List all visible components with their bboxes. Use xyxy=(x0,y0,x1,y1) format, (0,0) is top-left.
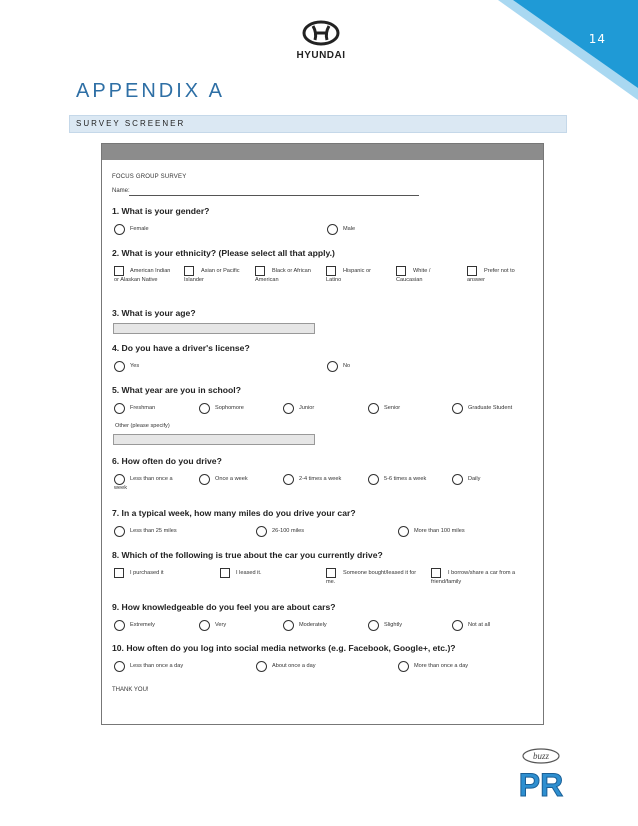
question-9: 9. How knowledgeable do you feel you are about cars? xyxy=(112,602,336,612)
section-header xyxy=(69,115,567,133)
radio-sophomore[interactable] xyxy=(199,403,210,414)
option-label: Male xyxy=(343,226,356,232)
radio-social-1[interactable] xyxy=(114,661,125,672)
radio-social-2[interactable] xyxy=(256,661,267,672)
other-input[interactable] xyxy=(113,434,315,445)
radio-no[interactable] xyxy=(327,361,338,372)
appendix-title: APPENDIX A xyxy=(76,80,225,102)
buzz-text: buzz xyxy=(532,751,550,761)
option-label: I leased it. xyxy=(236,570,262,576)
option-label: 2-4 times a week xyxy=(299,476,342,482)
question-2: 2. What is your ethnicity? (Please select all that apply.) xyxy=(112,248,335,258)
option-label: More than 100 miles xyxy=(414,528,465,534)
option-label: Less than 25 miles xyxy=(130,528,177,534)
radio-yes[interactable] xyxy=(114,361,125,372)
option-label: I borrow/share a car from a friend/family xyxy=(431,570,516,585)
other-label: Other (please specify) xyxy=(115,423,170,429)
option-label: Very xyxy=(215,622,227,628)
option-label: Once a week xyxy=(215,476,248,482)
survey-title: FOCUS GROUP SURVEY xyxy=(112,174,187,180)
option-label: I purchased it xyxy=(130,570,164,576)
option-label: Sophomore xyxy=(215,405,244,411)
option-label: American Indian or Alaskan Native xyxy=(114,268,171,283)
option-label: Less than once a week xyxy=(114,476,173,491)
radio-female[interactable] xyxy=(114,224,125,235)
option-label: Extremely xyxy=(130,622,155,628)
radio-freshman[interactable] xyxy=(114,403,125,414)
radio-drive-3[interactable] xyxy=(283,474,294,485)
option-label: Someone bought/leased it for me. xyxy=(326,570,417,585)
option-label: Junior xyxy=(299,405,315,411)
question-1: 1. What is your gender? xyxy=(112,206,210,216)
option-label: Slightly xyxy=(384,622,403,628)
option-label: Graduate Student xyxy=(468,405,513,411)
option-label: Daily xyxy=(468,476,481,482)
question-6: 6. How often do you drive? xyxy=(112,456,222,466)
radio-know-2[interactable] xyxy=(199,620,210,631)
survey-form xyxy=(101,143,544,725)
page-number: 14 xyxy=(588,32,606,46)
question-5: 5. What year are you in school? xyxy=(112,385,241,395)
question-7: 7. In a typical week, how many miles do you drive your car? xyxy=(112,508,356,518)
radio-graduate[interactable] xyxy=(452,403,463,414)
option-label: Moderately xyxy=(299,622,327,628)
pr-text: PR xyxy=(518,767,564,802)
corner-decoration xyxy=(498,0,638,100)
radio-know-1[interactable] xyxy=(114,620,125,631)
checkbox-car-2[interactable] xyxy=(220,568,230,578)
option-label: Asian or Pacific Islander xyxy=(184,268,240,283)
option-label: Prefer not to answer xyxy=(467,268,515,283)
option-label: White / Caucasian xyxy=(396,268,431,283)
option-label: Hispanic or Latino xyxy=(326,268,371,283)
brand-wordmark: HYUNDAI xyxy=(296,50,346,61)
option-label: Freshman xyxy=(130,405,156,411)
age-input[interactable] xyxy=(113,323,315,334)
radio-drive-4[interactable] xyxy=(368,474,379,485)
option-label: No xyxy=(343,363,351,369)
question-4: 4. Do you have a driver's license? xyxy=(112,343,250,353)
option-label: Female xyxy=(130,226,149,232)
radio-junior[interactable] xyxy=(283,403,294,414)
option-label: Not at all xyxy=(468,622,491,628)
hyundai-logo xyxy=(284,18,358,62)
radio-male[interactable] xyxy=(327,224,338,235)
option-label: Black or African American xyxy=(255,268,311,283)
radio-know-3[interactable] xyxy=(283,620,294,631)
question-10: 10. How often do you log into social media networks (e.g. Facebook, Google+, etc.)? xyxy=(112,643,456,653)
buzz-pr-logo xyxy=(518,748,564,802)
option-label: 26-100 miles xyxy=(272,528,305,534)
option-label: 5-6 times a week xyxy=(384,476,427,482)
radio-senior[interactable] xyxy=(368,403,379,414)
option-label: More than once a day xyxy=(414,663,469,669)
question-8: 8. Which of the following is true about the car you currently drive? xyxy=(112,550,383,560)
name-label: Name: xyxy=(112,188,130,194)
radio-drive-5[interactable] xyxy=(452,474,463,485)
radio-miles-3[interactable] xyxy=(398,526,409,537)
form-top-bar xyxy=(102,144,543,160)
radio-miles-1[interactable] xyxy=(114,526,125,537)
section-title: SURVEY SCREENER xyxy=(76,119,186,128)
name-field[interactable] xyxy=(129,195,419,196)
radio-know-4[interactable] xyxy=(368,620,379,631)
thank-you-text: THANK YOU! xyxy=(112,687,149,693)
radio-know-5[interactable] xyxy=(452,620,463,631)
option-label: About once a day xyxy=(272,663,316,669)
radio-miles-2[interactable] xyxy=(256,526,267,537)
radio-social-3[interactable] xyxy=(398,661,409,672)
option-label: Senior xyxy=(384,405,401,411)
question-3: 3. What is your age? xyxy=(112,308,196,318)
option-label: Less than once a day xyxy=(130,663,184,669)
checkbox-car-1[interactable] xyxy=(114,568,124,578)
radio-drive-2[interactable] xyxy=(199,474,210,485)
option-label: Yes xyxy=(130,363,140,369)
